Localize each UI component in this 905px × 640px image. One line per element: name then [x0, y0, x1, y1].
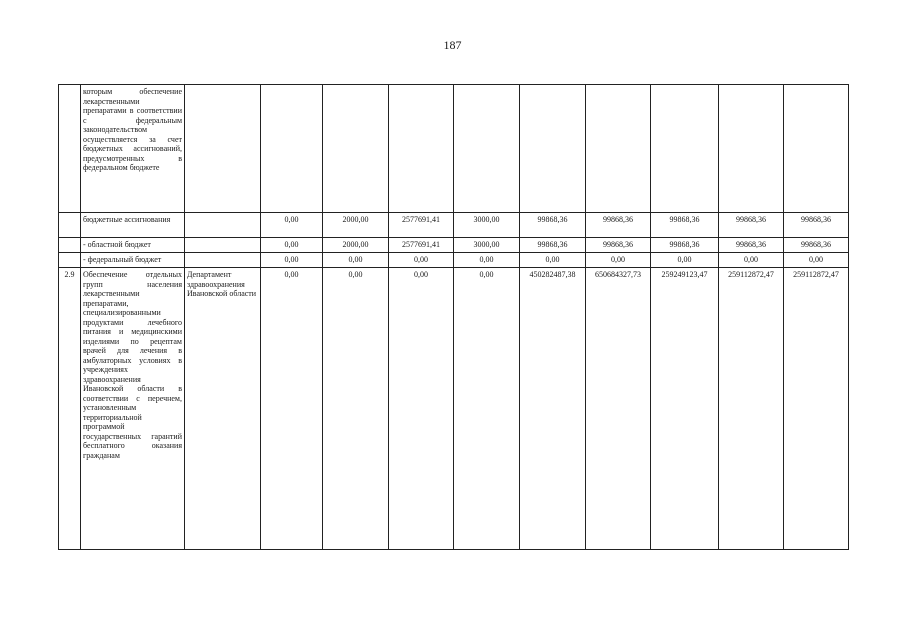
value-cell: [261, 85, 323, 213]
value-cell: 3000,00: [454, 238, 520, 253]
row-index: 2.9: [59, 268, 81, 550]
table-row: [59, 253, 849, 268]
page-number: 187: [443, 38, 462, 52]
row-description: - федеральный бюджет: [81, 253, 185, 268]
row-executor: Департамент здравоохранения Ивановской области: [185, 268, 261, 550]
row-description: Обеспечение отдельных групп населения лекарственными препаратами, специализированными продуктами лечебного питания и медицинскими изделиями по рецептам врачей для лечения в амбулаторных условиях в учреждениях здравоохранения Ивановской области в соответствии с перечнем, установленным территориальной программой государственных гарантий бесплатного оказания гражданам: [81, 268, 185, 550]
value-cell: [520, 85, 586, 213]
value-cell: 0,00: [323, 268, 389, 550]
value-cell: 2577691,41: [389, 238, 454, 253]
value-cell: 99868,36: [784, 213, 849, 238]
value-cell: 99868,36: [651, 213, 719, 238]
value-cell: 0,00: [261, 213, 323, 238]
value-cell: 0,00: [784, 253, 849, 268]
value-cell: 2000,00: [323, 213, 389, 238]
row-executor: [185, 213, 261, 238]
budget-table: [58, 84, 849, 550]
value-cell: 99868,36: [520, 213, 586, 238]
value-cell: 450282487,38: [520, 268, 586, 550]
value-cell: 0,00: [323, 253, 389, 268]
value-cell: 99868,36: [520, 238, 586, 253]
value-cell: [784, 85, 849, 213]
value-cell: 99868,36: [719, 213, 784, 238]
row-index: [59, 213, 81, 238]
table-row: [59, 213, 849, 238]
value-cell: [389, 85, 454, 213]
value-cell: 0,00: [586, 253, 651, 268]
value-cell: 99868,36: [586, 213, 651, 238]
row-executor: [185, 238, 261, 253]
value-cell: 2000,00: [323, 238, 389, 253]
value-cell: 99868,36: [651, 238, 719, 253]
table-row: [59, 85, 849, 213]
value-cell: 99868,36: [719, 238, 784, 253]
value-cell: 2577691,41: [389, 213, 454, 238]
row-executor: [185, 85, 261, 213]
row-index: [59, 85, 81, 213]
value-cell: [719, 85, 784, 213]
value-cell: [651, 85, 719, 213]
value-cell: 0,00: [261, 268, 323, 550]
row-index: [59, 238, 81, 253]
row-executor: [185, 253, 261, 268]
value-cell: 99868,36: [784, 238, 849, 253]
value-cell: 259112872,47: [719, 268, 784, 550]
value-cell: 99868,36: [586, 238, 651, 253]
row-description: - областной бюджет: [81, 238, 185, 253]
value-cell: 0,00: [261, 238, 323, 253]
value-cell: 0,00: [719, 253, 784, 268]
value-cell: [586, 85, 651, 213]
row-description: которым обеспечение лекарственными препаратами в соответствии с федеральным законодательством осуществляется за счет бюджетных ассигнований, предусмотренных в федеральном бюджете: [81, 85, 185, 213]
value-cell: 0,00: [454, 268, 520, 550]
value-cell: 0,00: [389, 253, 454, 268]
value-cell: 259112872,47: [784, 268, 849, 550]
table-row: [59, 238, 849, 253]
value-cell: 0,00: [454, 253, 520, 268]
value-cell: 0,00: [520, 253, 586, 268]
value-cell: 259249123,47: [651, 268, 719, 550]
row-index: [59, 253, 81, 268]
value-cell: 0,00: [651, 253, 719, 268]
value-cell: 0,00: [389, 268, 454, 550]
value-cell: [323, 85, 389, 213]
value-cell: 3000,00: [454, 213, 520, 238]
table-row: [59, 268, 849, 550]
value-cell: 0,00: [261, 253, 323, 268]
row-description: бюджетные ассигнования: [81, 213, 185, 238]
value-cell: [454, 85, 520, 213]
value-cell: 650684327,73: [586, 268, 651, 550]
